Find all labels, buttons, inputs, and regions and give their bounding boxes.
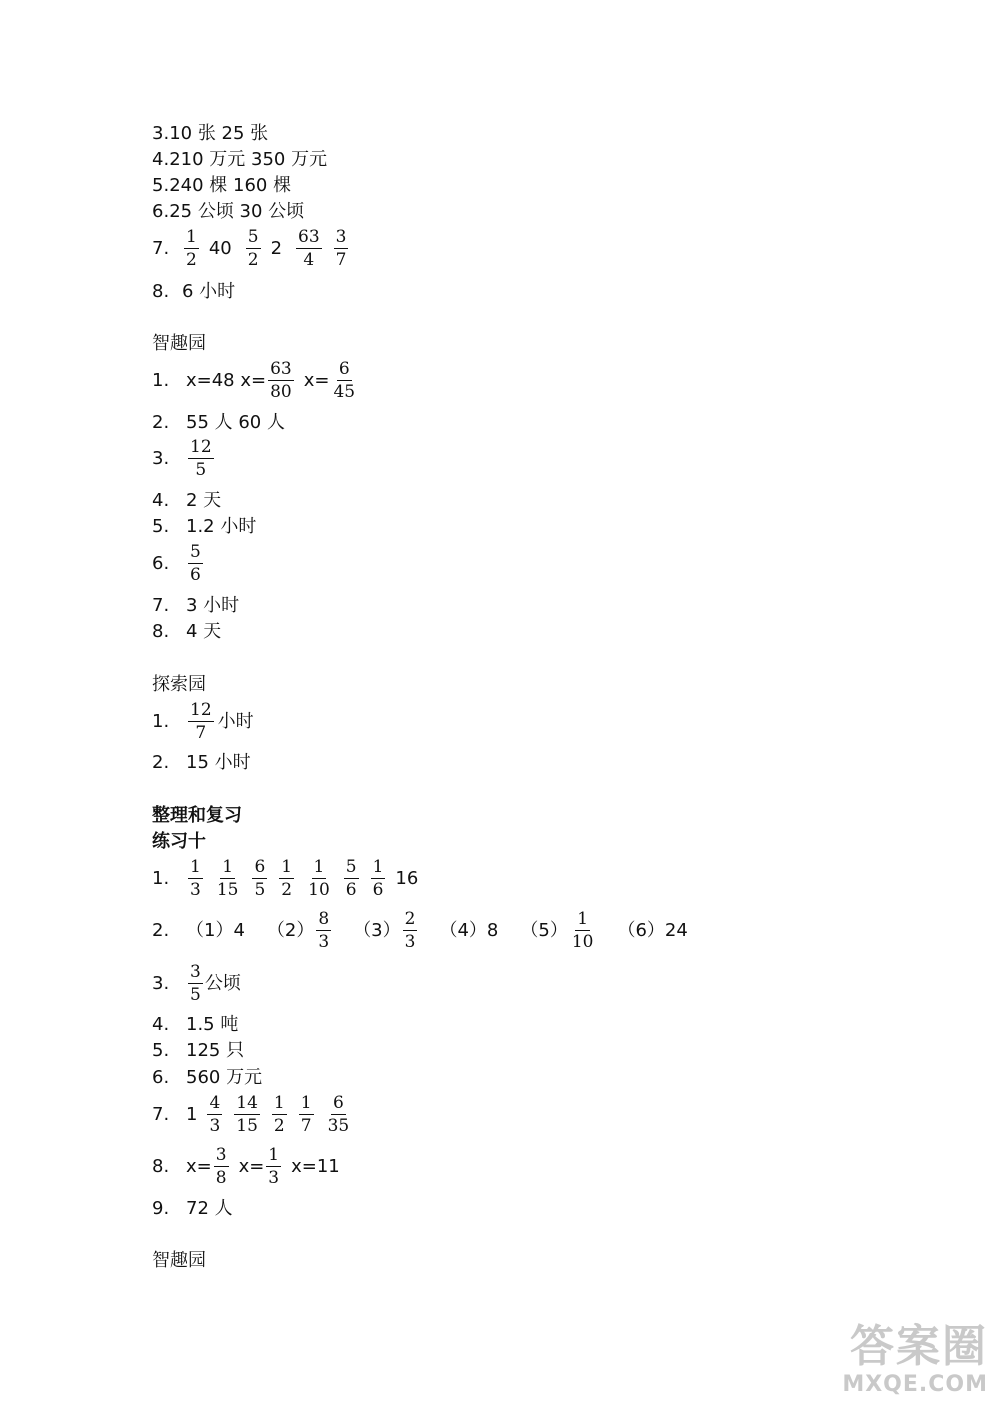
- fraction: $\frac{4}{3}$: [209, 1093, 221, 1136]
- section-title-zhiquyuan-2: 智趣园: [152, 1250, 206, 1271]
- fraction: $\frac{1}{6}$: [372, 857, 384, 900]
- s3-q7: 7. 1 $\frac{4}{3}$ $\frac{14}{15}$ $\frac{1}{2}$ $\frac{1}{7}$ $\frac{6}{35}$: [152, 1093, 350, 1136]
- s3-q9: 9. 72 人: [152, 1198, 233, 1219]
- s3-q4: 4. 1.5 吨: [152, 1014, 239, 1035]
- fraction: $\frac{1}{2}$: [186, 227, 197, 270]
- answer-line-3: 3. 10 张 25 张: [152, 123, 269, 144]
- fraction: $\frac{3}{5}$: [190, 962, 201, 1005]
- s3-q5: 5. 125 只: [152, 1040, 245, 1061]
- fraction: $\frac{5}{6}$: [190, 542, 201, 585]
- fraction: $\frac{1}{10}$: [571, 909, 594, 952]
- fraction: $\frac{63}{4}$: [298, 227, 320, 270]
- fraction: $\frac{5}{2}$: [247, 227, 259, 270]
- s1-q1: 1. x=48 x= $\frac{63}{80}$ x= $\frac{6}{45}$: [152, 359, 356, 402]
- fraction: $\frac{1}{2}$: [281, 857, 293, 900]
- answer-line-5: 5. 240 棵 160 棵: [152, 175, 292, 196]
- s1-q7: 7. 3 小时: [152, 595, 240, 616]
- fraction: $\frac{5}{6}$: [345, 857, 357, 900]
- s2-q1: 1. $\frac{12}{7}$ 小时: [152, 700, 254, 743]
- answer-line-6: 6. 25 公顷 30 公顷: [152, 201, 305, 222]
- answer-line-8: 8. 6 小时: [152, 281, 236, 302]
- section-title-review: 整理和复习: [152, 805, 242, 826]
- fraction: $\frac{6}{35}$: [327, 1093, 350, 1136]
- fraction: $\frac{1}{2}$: [273, 1093, 285, 1136]
- answer-line-7: 7. $\frac{1}{2}$ 40 $\frac{5}{2}$ 2 $\frac{63}{4}$ $\frac{3}{7}$: [152, 227, 347, 270]
- s1-q3: 3. $\frac{12}{5}$: [152, 437, 212, 480]
- s1-q8: 8. 4 天: [152, 621, 222, 642]
- fraction: $\frac{6}{5}$: [254, 857, 266, 900]
- s3-q6: 6. 560 万元: [152, 1067, 263, 1088]
- s1-q6: 6. $\frac{5}{6}$: [152, 542, 201, 585]
- watermark-logo-text: 答案圈: [850, 1321, 988, 1372]
- s1-q4: 4. 2 天: [152, 490, 222, 511]
- section-title-zhiquyuan: 智趣园: [152, 333, 206, 354]
- watermark: [818, 1322, 988, 1404]
- s3-q2: 2. （1）4 （2） $\frac{8}{3}$ （3） $\frac{2}{3}$ （4）8 （5） $\frac{1}{10}$ （6）24: [152, 909, 688, 952]
- s2-q2: 2. 15 小时: [152, 752, 251, 773]
- fraction: $\frac{1}{15}$: [216, 857, 239, 900]
- s3-q8: 8. x= $\frac{3}{8}$ x= $\frac{1}{3}$ x=11: [152, 1145, 340, 1188]
- fraction: $\frac{1}{10}$: [308, 857, 330, 900]
- s3-q3: 3. $\frac{3}{5}$ 公顷: [152, 962, 241, 1005]
- answer-line-4: 4. 210 万元 350 万元: [152, 149, 328, 170]
- fraction: $\frac{6}{45}$: [333, 359, 356, 402]
- s1-q2: 2. 55 人 60 人: [152, 412, 285, 433]
- fraction: $\frac{8}{3}$: [318, 909, 330, 952]
- fraction: $\frac{1}{7}$: [300, 1093, 312, 1136]
- section-title-tansuoyuan: 探索园: [152, 674, 206, 695]
- fraction: $\frac{12}{7}$: [190, 700, 212, 743]
- s3-q1: 1. $\frac{1}{3}$ $\frac{1}{15}$ $\frac{6}{5}$ $\frac{1}{2}$ $\frac{1}{10}$ $\frac{5}{6}$ $\frac{1}{6}$ 16: [152, 857, 419, 900]
- s1-q5: 5. 1.2 小时: [152, 516, 257, 537]
- fraction: $\frac{14}{15}$: [236, 1093, 258, 1136]
- watermark-url: MXQE.COM: [842, 1372, 988, 1397]
- fraction: $\frac{12}{5}$: [190, 437, 212, 480]
- section-subtitle-exercise: 练习十: [152, 831, 206, 852]
- fraction: $\frac{1}{3}$: [268, 1145, 280, 1188]
- fraction: $\frac{63}{80}$: [270, 359, 292, 402]
- fraction: $\frac{2}{3}$: [404, 909, 416, 952]
- fraction: $\frac{3}{7}$: [335, 227, 347, 270]
- fraction: $\frac{1}{3}$: [190, 857, 201, 900]
- fraction: $\frac{3}{8}$: [215, 1145, 227, 1188]
